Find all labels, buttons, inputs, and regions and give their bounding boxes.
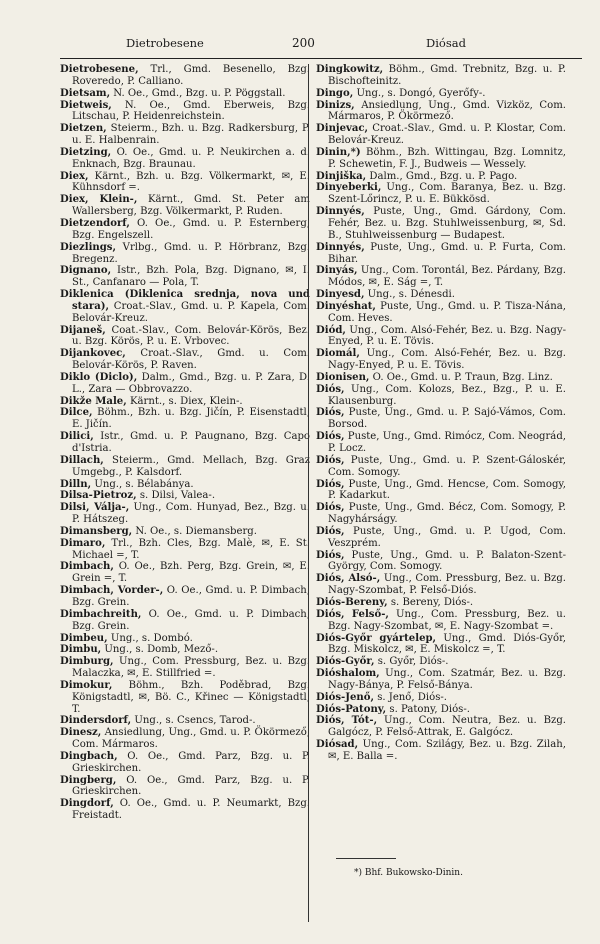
entry-body: Puste, Ung., Gmd. Gárdony, Com. Fehér, Bez. u. Bzg. Stuhlweissenburg, ✉, Sd. B., Stuhlweissenburg — Budapest.: [328, 206, 566, 241]
gazetteer-entry: [316, 526, 566, 550]
entry-body: Böhm., Gmd. Trebnitz, Bzg. u. P. Bischofteinitz.: [328, 64, 566, 87]
gazetteer-entry: [60, 455, 310, 479]
entry-headword: Dimbach, Vorder-,: [60, 585, 164, 597]
gazetteer-entry: [60, 526, 310, 538]
entry-headword: Dimbachreith,: [60, 608, 142, 620]
entry-body: Ung., Com. Pressburg, Bez. u. Bzg. Nagy-Szombat, P. Felső-Diós.: [328, 573, 566, 597]
entry-headword: Dimburg,: [60, 656, 114, 668]
gazetteer-entry: [60, 265, 310, 289]
entry-headword: Dinyeberki,: [316, 182, 382, 194]
entry-body: Puste, Ung., Gmd. u. P. Tisza-Nána, Com. Heves.: [328, 300, 566, 324]
entry-body: Böhm., Bzh. Wittingau, Bzg. Lomnitz, P. Schewetin, F. J., Budweis — Wessely.: [328, 146, 566, 170]
entry-headword: Dinyéshat,: [316, 300, 376, 312]
entry-body: Ung., Com. Alsó-Fehér, Bez. u. Bzg. Nagy-Enyed, P. u. E. Tövis.: [328, 348, 566, 372]
gazetteer-entry: [316, 502, 566, 526]
gazetteer-entry: [316, 325, 566, 349]
entry-body: s. Patony, Diós-.: [386, 703, 470, 715]
entry-headword: Diód,: [316, 324, 346, 336]
gazetteer-entry: [316, 265, 566, 289]
entry-body: Puste, Ung., Gmd. Hencse, Com. Somogy, P. Kadarkut.: [328, 478, 566, 502]
entry-body: Puste, Ung., Gmd. u. P. Sajó-Vámos, Com. Borsod.: [328, 407, 566, 431]
entry-body: O. Oe., Gmd. u. P. Traun, Bzg. Linz.: [369, 371, 553, 383]
entry-body: N. Oe., Gmd., Bzg. u. P. Pöggstall.: [110, 87, 286, 99]
entry-body: Steierm., Bzh. u. Bzg. Radkersburg, P. u. E. Halbenrain.: [72, 123, 310, 147]
entry-body: O. Oe., Gmd. u. P. Neukirchen a. d. Enknach, Bzg. Braunau.: [72, 146, 310, 170]
gazetteer-entry: [60, 751, 310, 775]
entry-body: Ung., Com. Kolozs, Bez., Bzg., P. u. E. Klausenburg.: [328, 383, 566, 407]
gazetteer-entry: [60, 64, 310, 88]
gazetteer-entry: [60, 372, 310, 396]
entry-body: Ung., Com. Hunyad, Bez., Bzg. u. P. Hátszeg.: [72, 502, 310, 526]
entry-body: Vrlbg., Gmd. u. P. Hörbranz, Bzg. Bregenz.: [72, 241, 310, 265]
entry-body: Dalm., Gmd., Bzg. u. P. Pago.: [366, 170, 518, 182]
entry-headword: Dindersdorf,: [60, 715, 132, 727]
gazetteer-entry: [316, 715, 566, 739]
entry-body: Ung., s. Dénesdi.: [364, 289, 455, 301]
entry-headword: Dinizs,: [316, 99, 355, 111]
entry-headword: Dimbeu,: [60, 632, 108, 644]
entry-headword: Dietrobesene,: [60, 64, 139, 75]
entry-headword: Dinjevac,: [316, 123, 369, 135]
entry-body: Ung., s. Dombó.: [107, 632, 193, 644]
entry-body: Ung., s. Csencs, Tarod-.: [131, 715, 256, 727]
entry-body: Ung., Com. Neutra, Bez. u. Bzg. Galgócz, P. Felső-Attrak, E. Galgócz.: [328, 715, 566, 739]
gazetteer-entry: [316, 348, 566, 372]
entry-body: Puste, Ung., Gmd. Bécz, Com. Somogy, P. Nagyhárságy.: [328, 502, 566, 526]
entry-body: Ung., s. Dongó, Gyerőfy-.: [353, 87, 486, 99]
gazetteer-entry: [60, 715, 310, 727]
gazetteer-entry: [60, 585, 310, 609]
entry-headword: Dietweis,: [60, 99, 112, 111]
entry-headword: Dilln,: [60, 478, 92, 490]
gazetteer-entry: [316, 692, 566, 704]
entry-headword: Dillach,: [60, 454, 104, 466]
entry-body: s. Bereny, Diós-.: [387, 596, 474, 608]
entry-headword: Dilici,: [60, 431, 94, 443]
entry-headword: Dilsa-Pietroz,: [60, 490, 137, 502]
entry-body: O. Oe., Bzh. Perg, Bzg. Grein, ✉, E. Grein =, T.: [72, 561, 310, 585]
gazetteer-entry: [316, 171, 566, 183]
gazetteer-entry: [60, 218, 310, 242]
entry-headword: Dimbach,: [60, 561, 114, 573]
entry-headword: Diós-Jenő,: [316, 691, 374, 703]
entry-headword: Dinnyés,: [316, 241, 365, 253]
entry-headword: Diós-Bereny,: [316, 596, 388, 608]
entry-headword: Dimaro,: [60, 537, 106, 549]
entry-headword: Diós,: [316, 525, 345, 537]
entry-headword: Diklo (Diclo),: [60, 371, 138, 383]
entry-headword: Dietzing,: [60, 146, 112, 158]
entry-body: Ansiedlung, Ung., Gmd. Vizköz, Com. Mármaros, P. Ökörmező.: [328, 99, 566, 123]
entry-headword: Diós,: [316, 383, 345, 395]
entry-body: Kärnt., s. Diex, Klein-.: [126, 395, 243, 407]
entry-body: Böhm., Bzh. u. Bzg. Jičín, P. Eisenstadtl, E. Jičín.: [72, 407, 310, 431]
gazetteer-entry: [316, 704, 566, 716]
left-column: [60, 64, 310, 822]
gazetteer-entry: [60, 561, 310, 585]
gazetteer-entry: [60, 680, 310, 716]
entry-body: Ung., Gmd. Diós-Győr, Bzg. Miskolcz, ✉, E. Miskolcz =, T.: [328, 632, 566, 656]
entry-headword: Dietzendorf,: [60, 217, 130, 229]
gazetteer-entry: [316, 479, 566, 503]
entry-headword: Diósad,: [316, 739, 359, 751]
entry-headword: Diós,: [316, 478, 345, 490]
gazetteer-entry: [60, 633, 310, 645]
entry-body: N. Oe., s. Diemansberg.: [132, 525, 257, 537]
gazetteer-entry: [316, 668, 566, 692]
entry-headword: Diós,: [316, 454, 345, 466]
gazetteer-entry: [60, 171, 310, 195]
entry-headword: Dingo,: [316, 87, 354, 99]
entry-headword: Dijaneš,: [60, 324, 106, 336]
entry-body: O. Oe., Gmd. Parz, Bzg. u. P. Grieskirchen.: [72, 774, 310, 798]
entry-body: Puste, Ung., Gmd. u. P. Furta, Com. Bihar.: [328, 241, 566, 265]
gazetteer-entry: [60, 194, 310, 218]
gazetteer-entry: [60, 147, 310, 171]
footnote-rule: [336, 858, 396, 860]
gazetteer-entry: [316, 147, 566, 171]
gazetteer-entry: [60, 100, 310, 124]
gazetteer-entry: [60, 88, 310, 100]
gazetteer-entry: [316, 739, 566, 763]
gazetteer-entry: [60, 727, 310, 751]
entry-headword: Diós, Alsó-,: [316, 573, 381, 585]
entry-headword: Dingkowitz,: [316, 64, 384, 75]
entry-body: Trl., Bzh. Cles, Bzg. Malè, ✉, E. St. Michael =, T.: [72, 537, 310, 561]
entry-headword: Dilce,: [60, 407, 93, 419]
entry-body: Coat.-Slav., Com. Belovár-Körös, Bez. u. Bzg. Körös, P. u. E. Vrbovec.: [72, 324, 310, 348]
entry-headword: Diós-Győr,: [316, 656, 375, 668]
entry-headword: Diós,: [316, 431, 345, 443]
entry-body: Ung., Com. Pressburg, Bez. u. Bzg. Malaczka, ✉, E. Stillfried =.: [72, 656, 310, 680]
entry-body: Croat.-Slav., Gmd. u. Com. Belovár-Körös, P. Raven.: [72, 348, 310, 372]
gazetteer-entry: [316, 407, 566, 431]
entry-headword: Diós, Felső-,: [316, 608, 389, 620]
entry-body: Puste, Ung., Gmd. Rimócz, Com. Neográd, P. Locz.: [328, 431, 566, 454]
entry-body: O. Oe., Gmd. u. P. Dimbach, Bzg. Grein.: [72, 608, 310, 632]
running-head-left: Dietrobesene: [126, 36, 204, 50]
entry-body: Croat.-Slav., Gmd. u. P. Klostar, Com. Belovár-Kreuz.: [328, 123, 566, 147]
entry-body: Böhm., Bzh. Poděbrad, Bzg. Königstadtl, ✉, Bö. C., Křinec — Königstadtl, T.: [72, 679, 310, 715]
entry-headword: Diós, Tót-,: [316, 715, 378, 727]
entry-body: Croat.-Slav., Gmd. u. P. Kapela, Com. Belovár-Kreuz.: [72, 300, 310, 324]
entry-body: N. Oe., Gmd. Eberweis, Bzg. Litschau, P. Heidenreichstein.: [72, 99, 310, 123]
gazetteer-entry: [316, 301, 566, 325]
entry-body: Puste, Ung., Gmd. u. P. Szent-Gáloskér, Com. Somogy.: [328, 454, 566, 478]
gazetteer-entry: [60, 325, 310, 349]
entry-headword: Dimansberg,: [60, 525, 133, 537]
entry-body: Ung., Com. Baranya, Bez. u. Bzg. Szent-Lőrincz, P. u. E. Bükkösd.: [328, 182, 566, 206]
gazetteer-entry: [60, 538, 310, 562]
entry-headword: Diex, Klein-,: [60, 194, 138, 206]
entry-body: Istr., Gmd. u. P. Paugnano, Bzg. Capo d'Istria.: [72, 431, 310, 454]
gazetteer-entry: [60, 490, 310, 502]
header-rule: [60, 58, 582, 60]
entry-headword: Diós-Patony,: [316, 703, 387, 715]
entry-body: s. Dilsi, Valea-.: [136, 490, 216, 502]
gazetteer-entry: [316, 573, 566, 597]
entry-headword: Dionisen,: [316, 371, 370, 383]
entry-body: Ung., Com. Szatmár, Bez. u. Bzg. Nagy-Bánya, P. Felső-Bánya.: [328, 668, 566, 691]
gazetteer-entry: [316, 242, 566, 266]
column-divider: [308, 64, 310, 922]
gazetteer-entry: [60, 431, 310, 455]
entry-body: Ung., Com. Szilágy, Bez. u. Bzg. Zilah, ✉, E. Balla =.: [328, 739, 566, 762]
entry-headword: Dingberg,: [60, 774, 117, 786]
entry-body: Puste, Ung., Gmd. u. P. Balaton-Szent-György, Com. Somogy.: [328, 549, 566, 573]
gazetteer-entry: [60, 775, 310, 799]
gazetteer-entry: [316, 633, 566, 657]
entry-headword: Dietzen,: [60, 123, 107, 135]
entry-headword: Diós-Győr gyártelep,: [316, 632, 437, 644]
page-header: [0, 36, 600, 58]
entry-headword: Dinin,*): [316, 146, 361, 158]
entry-headword: Diós,: [316, 502, 345, 514]
entry-headword: Dingdorf,: [60, 798, 114, 810]
gazetteer-entry: [316, 289, 566, 301]
gazetteer-entry: [316, 597, 566, 609]
entry-headword: Diós,: [316, 407, 345, 419]
entry-body: O. Oe., Gmd. u. P. Neumarkt, Bzg. Freistadt.: [72, 798, 310, 822]
gazetteer-entry: [316, 372, 566, 384]
entry-headword: Dinjiška,: [316, 170, 367, 182]
entry-body: Ung., s. Domb, Mező-.: [101, 644, 219, 656]
entry-headword: Diomál,: [316, 348, 360, 360]
entry-body: Dalm., Gmd., Bzg. u. P. Zara, D. L., Zara — Obbrovazzo.: [72, 371, 310, 395]
entry-body: s. Győr, Diós-.: [374, 656, 449, 668]
entry-headword: Dietsam,: [60, 87, 111, 99]
entry-body: Ansiedlung, Ung., Gmd. u. P. Ökörmező, Com. Mármaros.: [72, 727, 310, 751]
footnote: *) Bhf. Bukowsko-Dinin.: [354, 868, 463, 878]
gazetteer-entry: [316, 206, 566, 242]
gazetteer-entry: [60, 407, 310, 431]
entry-headword: Diós,: [316, 549, 345, 561]
gazetteer-entry: [316, 64, 566, 88]
entry-headword: Dimbu,: [60, 644, 102, 656]
gazetteer-entry: [60, 502, 310, 526]
entry-headword: Dikže Male,: [60, 395, 127, 407]
entry-body: Ung., Com. Torontál, Bez. Párdany, Bzg. Módos, ✉, E. Ság =, T.: [328, 265, 566, 289]
entry-headword: Dingbach,: [60, 750, 118, 762]
gazetteer-entry: [60, 348, 310, 372]
entry-body: O. Oe., Gmd. Parz, Bzg. u. P. Grieskirchen.: [72, 750, 310, 774]
gazetteer-entry: [316, 550, 566, 574]
entry-headword: Dinesz,: [60, 727, 102, 739]
entry-headword: Dióshalom,: [316, 668, 380, 680]
page-number: 200: [292, 36, 315, 50]
entry-body: Ung., s. Bélabánya.: [91, 478, 194, 490]
entry-body: Puste, Ung., Gmd. u. P. Ugod, Com. Veszprém.: [328, 525, 566, 549]
gazetteer-entry: [60, 798, 310, 822]
entry-body: s. Jenő, Diós-.: [373, 691, 448, 703]
entry-headword: Diex,: [60, 170, 89, 182]
gazetteer-entry: [316, 88, 566, 100]
entry-body: Istr., Bzh. Pola, Bzg. Dignano, ✉, I. St., Canfanaro — Pola, T.: [72, 265, 310, 289]
gazetteer-entry: [316, 431, 566, 455]
entry-headword: Dilsi, Válja-,: [60, 502, 130, 514]
gazetteer-entry: [60, 656, 310, 680]
gazetteer-entry: [316, 182, 566, 206]
entry-headword: Dijankovec,: [60, 348, 126, 360]
gazetteer-entry: [60, 396, 310, 408]
gazetteer-entry: [60, 289, 310, 325]
gazetteer-entry: [60, 123, 310, 147]
entry-headword: Dinnyés,: [316, 206, 365, 218]
gazetteer-entry: [60, 242, 310, 266]
gazetteer-entry: [316, 100, 566, 124]
gazetteer-entry: [60, 479, 310, 491]
gazetteer-entry: [316, 656, 566, 668]
entry-headword: Dignano,: [60, 265, 112, 277]
entry-body: Ung., Com. Pressburg, Bez. u. Bzg. Nagy-Szombat, ✉, E. Nagy-Szombat =.: [328, 608, 566, 632]
gazetteer-entry: [316, 384, 566, 408]
gazetteer-entry: [60, 644, 310, 656]
gazetteer-entry: [60, 609, 310, 633]
entry-body: Kärnt., Bzh. u. Bzg. Völkermarkt, ✉, E. Kühnsdorf =.: [72, 170, 310, 194]
entry-headword: Diklenica (Diklenica srednja, nova und stara),: [60, 289, 310, 312]
gazetteer-entry: [316, 123, 566, 147]
gazetteer-entry: [316, 455, 566, 479]
entry-headword: Dimokur,: [60, 679, 113, 691]
entry-body: Ung., Com. Alsó-Fehér, Bez. u. Bzg. Nagy-Enyed, P. u. E. Tövis.: [328, 324, 566, 348]
entry-headword: Dinyesd,: [316, 289, 365, 301]
entry-body: Trl., Gmd. Besenello, Bzg. Roveredo, P. Calliano.: [72, 64, 310, 87]
entry-body: O. Oe., Gmd. u. P. Esternberg, Bzg. Engelszell.: [72, 217, 310, 241]
right-column: [316, 64, 566, 763]
gazetteer-entry: [316, 609, 566, 633]
entry-headword: Diezlings,: [60, 241, 117, 253]
entry-body: Steierm., Gmd. Mellach, Bzg. Graz Umgebg., P. Kalsdorf.: [72, 454, 310, 478]
entry-headword: Dinyás,: [316, 265, 358, 277]
entry-body: Kärnt., Gmd. St. Peter am Wallersberg, Bzg. Völkermarkt, P. Ruden.: [72, 194, 311, 218]
running-head-right: Diósad: [426, 36, 466, 50]
entry-body: O. Oe., Gmd. u. P. Dimbach, Bzg. Grein.: [72, 585, 310, 608]
